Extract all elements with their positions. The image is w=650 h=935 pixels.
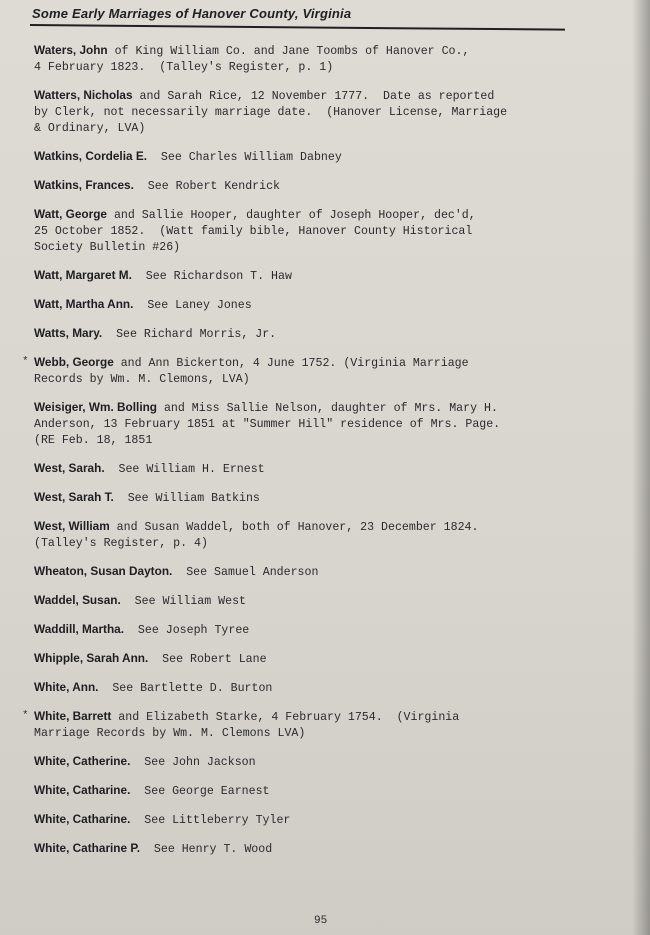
marriage-entry bbox=[34, 296, 579, 314]
entry-details: See Robert Lane bbox=[148, 653, 267, 666]
entry-name: Watkins, Frances. bbox=[34, 178, 134, 192]
entry-details: See Littleberry Tyler bbox=[130, 814, 291, 827]
entry-details: See William Batkins bbox=[113, 492, 260, 505]
entry-name: White, Ann. bbox=[34, 680, 99, 694]
marriage-entry bbox=[34, 621, 579, 639]
entry-details: and Susan Waddel, both of Hanover, 23 December 1824. (Talley's Register, p. 4) bbox=[34, 521, 479, 550]
marriage-entry bbox=[34, 87, 579, 137]
entry-details: See George Earnest bbox=[130, 785, 270, 798]
page-number: 95 bbox=[314, 915, 328, 927]
entry-details: See Bartlette D. Burton bbox=[98, 682, 273, 695]
marriage-entry bbox=[34, 267, 579, 285]
marriage-entry bbox=[22, 708, 579, 742]
marriage-entry bbox=[34, 563, 579, 581]
marriage-entry bbox=[34, 42, 579, 76]
marriage-entry bbox=[34, 840, 579, 858]
marriage-entry bbox=[34, 177, 579, 195]
marriage-entry bbox=[22, 354, 579, 388]
entry-name: White, Catharine. bbox=[34, 812, 131, 826]
page-header-title: Some Early Marriages of Hanover County, Virginia bbox=[32, 6, 352, 21]
asterisk-marker: * bbox=[22, 356, 29, 368]
entry-name: White, Catherine. bbox=[34, 754, 131, 768]
page-edge-shadow bbox=[632, 0, 650, 935]
entry-name: Watters, Nicholas bbox=[34, 88, 133, 102]
marriage-entry bbox=[34, 460, 579, 478]
entry-name: Wheaton, Susan Dayton. bbox=[34, 564, 173, 578]
marriage-entry bbox=[34, 753, 579, 771]
entry-name: White, Catharine. bbox=[34, 783, 131, 797]
entry-name: White, Barrett bbox=[34, 709, 112, 723]
entry-details: See Henry T. Wood bbox=[139, 843, 273, 856]
entry-name: Watkins, Cordelia E. bbox=[34, 149, 147, 163]
entry-name: Waddill, Martha. bbox=[34, 622, 125, 636]
entry-details: See Robert Kendrick bbox=[133, 180, 280, 193]
entry-name: Waddel, Susan. bbox=[34, 593, 121, 607]
marriage-entry bbox=[34, 592, 579, 610]
entry-details: and Miss Sallie Nelson, daughter of Mrs. Mary H. Anderson, 13 February 1851 at "Summer Hill" residence of Mrs. Page. (RE Feb. 18, 1851 bbox=[34, 402, 501, 447]
header-rule bbox=[30, 24, 565, 31]
entry-name: Weisiger, Wm. Bolling bbox=[34, 400, 158, 414]
marriage-entry bbox=[34, 811, 579, 829]
entry-name: Watt, George bbox=[34, 207, 107, 221]
marriage-entry bbox=[34, 489, 579, 507]
marriage-entries-list bbox=[22, 42, 579, 869]
entry-name: West, Sarah. bbox=[34, 461, 105, 475]
entry-details: See William West bbox=[120, 595, 246, 608]
entry-details: See William H. Ernest bbox=[104, 463, 265, 476]
entry-details: See Laney Jones bbox=[133, 299, 252, 312]
entry-name: West, William bbox=[34, 519, 110, 533]
entry-details: of King William Co. and Jane Toombs of Hanover Co., 4 February 1823. (Talley's Register, p. 1) bbox=[34, 45, 470, 74]
marriage-entry bbox=[34, 782, 579, 800]
entry-name: Webb, George bbox=[34, 355, 114, 369]
entry-name: White, Catharine P. bbox=[34, 841, 140, 855]
entry-details: and Sarah Rice, 12 November 1777. Date as reported by Clerk, not necessarily marriage date. (Hanover License, Marriage & Ordinary, LVA) bbox=[34, 90, 508, 135]
entry-details: See Richardson T. Haw bbox=[131, 270, 292, 283]
entry-details: See Richard Morris, Jr. bbox=[102, 328, 277, 341]
marriage-entry bbox=[34, 518, 579, 552]
entry-details: See Charles William Dabney bbox=[146, 151, 342, 164]
marriage-entry bbox=[34, 650, 579, 668]
marriage-entry bbox=[34, 325, 579, 343]
entry-name: Whipple, Sarah Ann. bbox=[34, 651, 149, 665]
entry-details: See John Jackson bbox=[130, 756, 256, 769]
entry-details: and Sallie Hooper, daughter of Joseph Hooper, dec'd, 25 October 1852. (Watt family bible, Hanover County Historical Society Bulletin #26) bbox=[34, 209, 476, 254]
marriage-entry bbox=[34, 399, 579, 449]
entry-name: Waters, John bbox=[34, 43, 108, 57]
entry-details: See Joseph Tyree bbox=[124, 624, 250, 637]
entry-details: and Elizabeth Starke, 4 February 1754. (Virginia Marriage Records by Wm. M. Clemons LVA) bbox=[34, 711, 460, 740]
entry-name: Watts, Mary. bbox=[34, 326, 103, 340]
entry-name: West, Sarah T. bbox=[34, 490, 114, 504]
marriage-entry bbox=[34, 148, 579, 166]
marriage-entry bbox=[34, 679, 579, 697]
entry-details: and Ann Bickerton, 4 June 1752. (Virginia Marriage Records by Wm. M. Clemons, LVA) bbox=[34, 357, 469, 386]
entry-name: Watt, Martha Ann. bbox=[34, 297, 134, 311]
entry-details: See Samuel Anderson bbox=[172, 566, 319, 579]
entry-name: Watt, Margaret M. bbox=[34, 268, 132, 282]
marriage-entry bbox=[34, 206, 579, 256]
asterisk-marker: * bbox=[22, 710, 29, 722]
